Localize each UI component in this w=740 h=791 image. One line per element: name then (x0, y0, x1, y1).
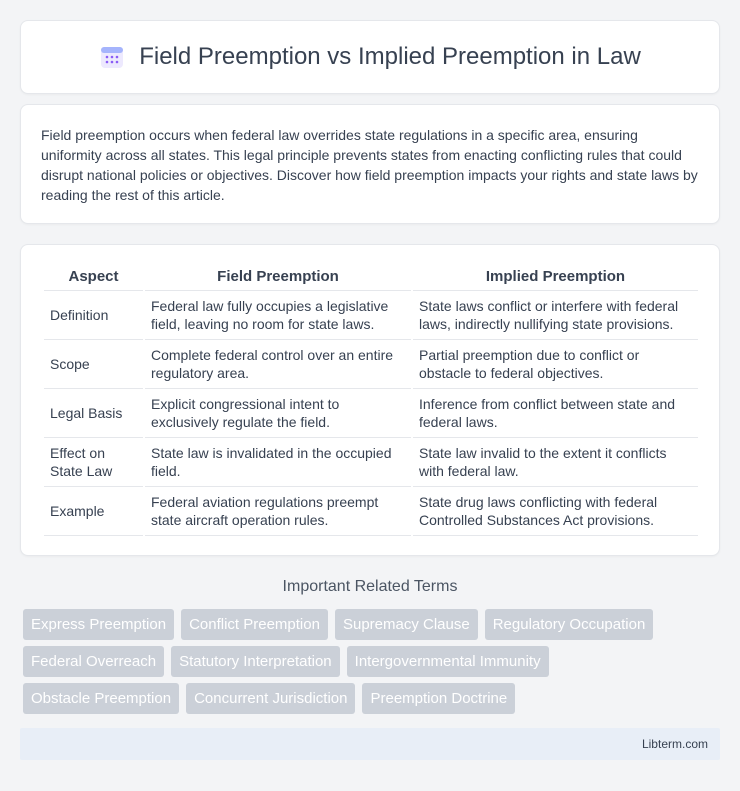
table-header-row (44, 265, 698, 291)
column-header-aspect: Aspect (44, 265, 143, 291)
header-card (20, 20, 720, 94)
related-terms-title: Important Related Terms (282, 578, 458, 595)
aspect-cell: Definition (44, 291, 143, 340)
intro-text: Field preemption occurs when federal law overrides state regulations in a specific area, ensuring uniformity across all states. This legal principle prevents states from enacting conflicting rules that could disrupt national policies or objectives. Discover how field preemption impacts your rights and state laws by reading the rest of this article. (41, 127, 698, 203)
implied-preemption-cell: State laws conflict or interfere with federal laws, indirectly nullifying state provisions. (413, 291, 698, 340)
comparison-table-card (20, 244, 720, 556)
footer-brand[interactable]: Libterm.com (641, 737, 708, 751)
tag-preemption-doctrine[interactable]: Preemption Doctrine (362, 683, 515, 714)
tag-statutory-interpretation[interactable]: Statutory Interpretation (171, 646, 340, 677)
field-preemption-cell: Explicit congressional intent to exclusively regulate the field. (145, 389, 411, 438)
calendar-grid-icon (99, 44, 125, 70)
implied-preemption-cell: State drug laws conflicting with federal Controlled Substances Act provisions. (413, 487, 698, 536)
tag-express-preemption[interactable]: Express Preemption (23, 609, 174, 640)
field-preemption-cell: Federal law fully occupies a legislative field, leaving no room for state laws. (145, 291, 411, 340)
tag-conflict-preemption[interactable]: Conflict Preemption (181, 609, 328, 640)
implied-preemption-cell: State law invalid to the extent it conflicts with federal law. (413, 438, 698, 487)
table-row (44, 438, 698, 487)
tag-supremacy-clause[interactable]: Supremacy Clause (335, 609, 478, 640)
tag-row (23, 609, 723, 640)
footer (20, 728, 720, 760)
tag-row (23, 646, 723, 677)
field-preemption-cell: State law is invalidated in the occupied field. (145, 438, 411, 487)
aspect-cell: Legal Basis (44, 389, 143, 438)
table-row (44, 487, 698, 536)
tag-row (23, 683, 723, 714)
table-row (44, 340, 698, 389)
aspect-cell: Effect on State Law (44, 438, 143, 487)
implied-preemption-cell: Inference from conflict between state and federal laws. (413, 389, 698, 438)
table-row (44, 291, 698, 340)
aspect-cell: Example (44, 487, 143, 536)
field-preemption-cell: Complete federal control over an entire regulatory area. (145, 340, 411, 389)
comparison-table (42, 265, 700, 536)
column-header-field-preemption: Field Preemption (145, 265, 411, 291)
tag-regulatory-occupation[interactable]: Regulatory Occupation (485, 609, 654, 640)
field-preemption-cell: Federal aviation regulations preempt state aircraft operation rules. (145, 487, 411, 536)
title-wrap (99, 43, 641, 71)
column-header-implied-preemption: Implied Preemption (413, 265, 698, 291)
implied-preemption-cell: Partial preemption due to conflict or obstacle to federal objectives. (413, 340, 698, 389)
tag-intergovernmental-immunity[interactable]: Intergovernmental Immunity (347, 646, 549, 677)
page-title: Field Preemption vs Implied Preemption in Law (139, 43, 641, 70)
tag-concurrent-jurisdiction[interactable]: Concurrent Jurisdiction (186, 683, 355, 714)
table-row (44, 389, 698, 438)
related-terms-list (23, 609, 723, 720)
intro-card (20, 104, 720, 224)
tag-obstacle-preemption[interactable]: Obstacle Preemption (23, 683, 179, 714)
aspect-cell: Scope (44, 340, 143, 389)
tag-federal-overreach[interactable]: Federal Overreach (23, 646, 164, 677)
